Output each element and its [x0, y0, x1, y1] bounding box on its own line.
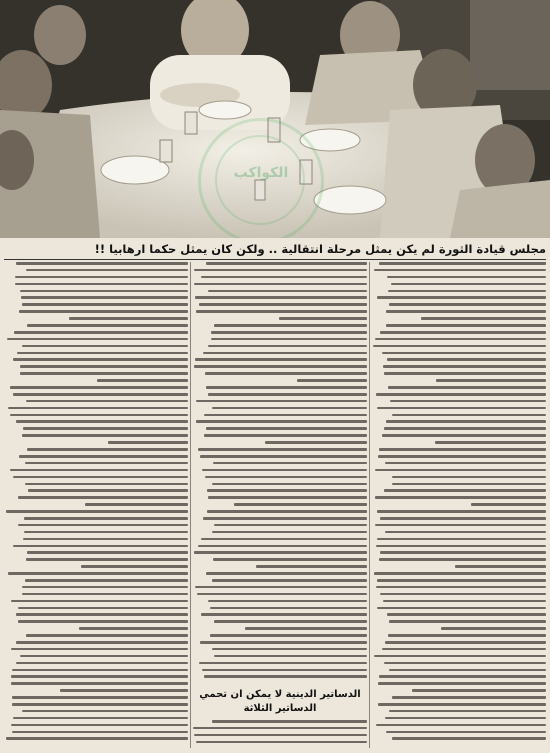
text-line [383, 365, 546, 368]
text-line [421, 317, 546, 320]
text-line [389, 620, 546, 623]
column-subheading: الدساتير الدينية لا يمكن ان تحمي الدساتير الثلاثة [199, 689, 361, 714]
text-line [389, 710, 546, 713]
text-line [384, 372, 546, 375]
text-line [265, 441, 367, 444]
text-line [471, 503, 546, 506]
text-line [377, 296, 546, 299]
text-line [22, 434, 188, 437]
text-line [214, 524, 367, 527]
text-line [11, 724, 188, 727]
text-line [211, 331, 367, 334]
text-line [212, 407, 367, 410]
text-line [374, 269, 546, 272]
text-line [200, 641, 367, 644]
text-line [11, 648, 188, 651]
text-line [208, 393, 367, 396]
text-line [27, 324, 188, 327]
text-line [201, 613, 367, 616]
text-line [26, 400, 188, 403]
text-line [8, 572, 188, 575]
text-line [12, 696, 188, 699]
text-line [380, 517, 546, 520]
text-line [375, 469, 546, 472]
text-line [212, 648, 367, 651]
text-line [199, 662, 367, 665]
column-divider [369, 262, 370, 748]
text-line [206, 427, 367, 430]
text-line [85, 503, 188, 506]
text-line [392, 476, 546, 479]
text-line [392, 483, 546, 486]
text-line [441, 627, 546, 630]
text-line [13, 393, 188, 396]
text-line [194, 269, 367, 272]
text-line [16, 641, 188, 644]
text-line [16, 420, 188, 423]
text-line [385, 641, 546, 644]
text-line [374, 572, 546, 575]
text-line [212, 483, 367, 486]
text-line [13, 717, 188, 720]
text-line [204, 434, 367, 437]
text-line [24, 531, 188, 534]
text-line [195, 586, 367, 589]
text-line [206, 262, 367, 265]
text-line [205, 372, 367, 375]
text-line [210, 634, 367, 637]
text-line [204, 675, 367, 678]
watermark-logo [198, 118, 324, 238]
text-line [22, 710, 188, 713]
article-column-left [6, 262, 188, 748]
text-line [12, 703, 188, 706]
text-line [16, 613, 188, 616]
text-line [23, 538, 188, 541]
text-line [203, 352, 367, 355]
text-line [6, 737, 188, 740]
text-line [206, 386, 367, 389]
text-line [208, 600, 367, 603]
text-line [21, 296, 188, 299]
text-line [234, 503, 367, 506]
text-line [60, 689, 188, 692]
article-text-block [6, 262, 188, 744]
text-line [18, 496, 188, 499]
text-line [194, 365, 367, 368]
text-line [385, 717, 546, 720]
text-line [197, 593, 367, 596]
text-line [13, 358, 188, 361]
text-line [212, 720, 367, 723]
text-line [10, 414, 188, 417]
text-line [455, 565, 546, 568]
text-line [20, 655, 188, 658]
text-line [386, 420, 546, 423]
text-line [256, 565, 367, 568]
text-line [202, 469, 367, 472]
text-line [25, 483, 188, 486]
article-text-block [193, 720, 367, 748]
text-line [198, 545, 367, 548]
text-line [22, 593, 188, 596]
text-line [214, 324, 367, 327]
text-line [212, 579, 367, 582]
text-line [379, 262, 546, 265]
text-line [379, 675, 546, 678]
text-line [435, 441, 546, 444]
article-text-block [193, 262, 367, 682]
text-line [13, 545, 188, 548]
text-line [19, 455, 188, 458]
text-line [389, 669, 546, 672]
text-line [212, 531, 367, 534]
article-text-block [372, 262, 546, 744]
text-line [69, 317, 188, 320]
text-line [208, 345, 367, 348]
text-line [377, 607, 546, 610]
text-line [201, 276, 367, 279]
text-line [13, 476, 188, 479]
meeting-photo [0, 0, 550, 238]
text-line [8, 407, 188, 410]
text-line [195, 296, 367, 299]
text-line [382, 352, 546, 355]
text-line [378, 703, 546, 706]
text-line [245, 627, 367, 630]
text-line [384, 662, 546, 665]
text-line [387, 613, 546, 616]
text-line [376, 393, 546, 396]
text-line [206, 572, 367, 575]
text-line [194, 734, 367, 737]
text-line [12, 731, 188, 734]
photo-caption: مجلس قيادة الثورة لم يكن يمثل مرحلة انتقالية .. ولكن كان يمثل حكما ارهابيا !! [94, 242, 546, 256]
text-line [17, 352, 188, 355]
text-line [214, 620, 367, 623]
text-line [392, 737, 546, 740]
text-line [375, 524, 546, 527]
text-line [194, 551, 367, 554]
text-line [379, 448, 546, 451]
text-line [26, 269, 188, 272]
article-column-right [372, 262, 546, 748]
text-line [22, 586, 188, 589]
text-line [11, 600, 188, 603]
text-line [196, 400, 367, 403]
text-line [384, 427, 546, 430]
text-line [19, 310, 188, 313]
column-divider [190, 262, 191, 748]
text-line [18, 620, 188, 623]
text-line [97, 379, 188, 382]
text-line [11, 675, 188, 678]
text-line [11, 682, 188, 685]
text-line [196, 420, 367, 423]
caption-divider [4, 259, 546, 260]
text-line [210, 607, 367, 610]
text-line [27, 551, 188, 554]
text-line [387, 276, 546, 279]
text-line [28, 489, 188, 492]
text-line [213, 462, 367, 465]
text-line [382, 648, 546, 651]
text-line [383, 600, 546, 603]
text-line [196, 310, 367, 313]
text-line [377, 538, 546, 541]
text-line [22, 303, 188, 306]
text-line [20, 372, 188, 375]
text-line [201, 538, 367, 541]
text-line [12, 669, 188, 672]
text-line [20, 365, 188, 368]
text-line [377, 579, 546, 582]
text-line [380, 551, 546, 554]
text-line [376, 586, 546, 589]
text-line [15, 276, 188, 279]
text-line [204, 414, 367, 417]
text-line [195, 358, 367, 361]
text-line [199, 303, 367, 306]
text-line [392, 414, 546, 417]
text-line [384, 489, 546, 492]
text-line [6, 510, 188, 513]
text-line [375, 338, 546, 341]
text-line [374, 655, 546, 658]
text-line [388, 290, 546, 293]
text-line [198, 448, 367, 451]
text-line [386, 310, 546, 313]
text-line [297, 379, 367, 382]
text-line [388, 386, 546, 389]
text-line [202, 669, 367, 672]
text-line [25, 579, 188, 582]
text-line [376, 545, 546, 548]
text-line [200, 455, 367, 458]
text-line [390, 400, 546, 403]
text-line [15, 283, 188, 286]
text-line [207, 510, 367, 513]
text-line [214, 655, 367, 658]
text-line [193, 727, 367, 730]
text-line [385, 531, 546, 534]
text-line [208, 496, 367, 499]
text-line [16, 262, 188, 265]
text-line [79, 627, 188, 630]
text-line [387, 358, 546, 361]
text-line [81, 565, 188, 568]
text-line [20, 290, 188, 293]
text-line [27, 448, 188, 451]
text-line [379, 558, 546, 561]
text-line [386, 731, 546, 734]
text-line [23, 427, 188, 430]
text-line [378, 682, 546, 685]
text-line [208, 290, 367, 293]
text-line [412, 689, 546, 692]
text-line [385, 462, 546, 465]
text-line [7, 338, 188, 341]
text-line [207, 489, 367, 492]
text-line [108, 441, 188, 444]
text-line [436, 379, 546, 382]
text-line [18, 607, 188, 610]
text-line [205, 476, 367, 479]
text-line [378, 455, 546, 458]
text-line [373, 345, 546, 348]
text-line [10, 469, 188, 472]
text-line [279, 317, 367, 320]
text-line [203, 517, 367, 520]
text-line [380, 593, 546, 596]
text-line [376, 724, 546, 727]
text-line [392, 696, 546, 699]
text-line [25, 462, 188, 465]
text-line [380, 331, 546, 334]
text-line [196, 741, 367, 744]
text-line [16, 662, 188, 665]
text-line [194, 283, 367, 286]
text-line [26, 558, 188, 561]
text-line [24, 517, 188, 520]
text-line [389, 303, 546, 306]
text-line [22, 345, 188, 348]
text-line [213, 558, 367, 561]
text-line [375, 496, 546, 499]
text-line [391, 283, 546, 286]
text-line [10, 386, 188, 389]
text-line [14, 331, 188, 334]
text-line [386, 324, 546, 327]
text-line [18, 524, 188, 527]
article-column-middle [193, 262, 367, 748]
watermark-label: الكواكب [233, 165, 289, 181]
text-line [382, 434, 546, 437]
text-line [377, 510, 546, 513]
text-line [377, 407, 546, 410]
text-line [388, 634, 546, 637]
text-line [26, 634, 188, 637]
text-line [211, 338, 367, 341]
